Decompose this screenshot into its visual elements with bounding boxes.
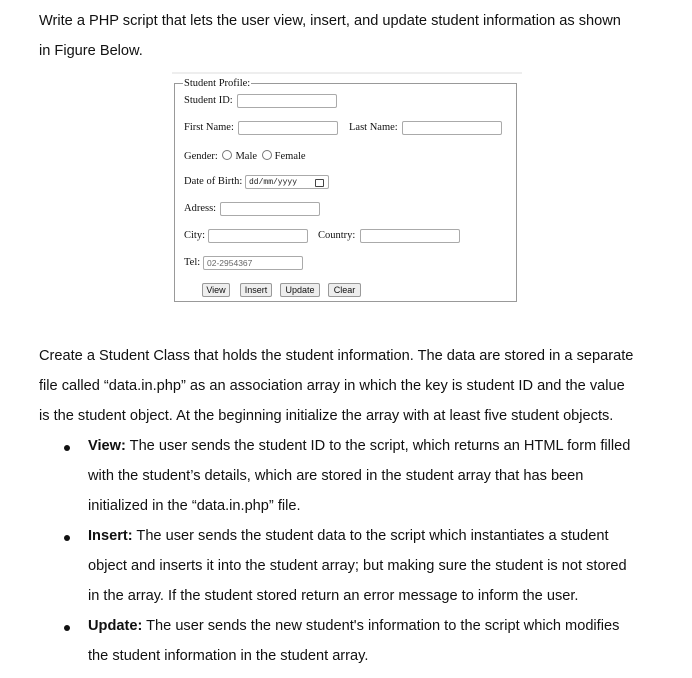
bullet-text: the student information in the student array. [88, 648, 369, 664]
tel-label: Tel: [184, 257, 201, 268]
tel-input[interactable] [203, 256, 303, 270]
bullet-text: The user sends the new student's information to the script which modifies [142, 618, 620, 634]
insert-button[interactable]: Insert [240, 283, 272, 297]
gender-label [184, 150, 306, 162]
bullet-icon [64, 625, 70, 631]
intro-line: Write a PHP script that lets the user view, insert, and update student information as shown [39, 13, 621, 29]
country-label: Country: [318, 230, 356, 241]
bullet-text: object and inserts it into the student array; but making sure the student is not stored [88, 558, 627, 574]
address-input[interactable] [220, 202, 320, 216]
city-label: City: [184, 230, 206, 241]
tel-placeholder: 02-2954367 [207, 258, 253, 268]
dob-input[interactable] [245, 175, 329, 189]
gender-label-text: Gender: [184, 151, 218, 162]
bullet-view-line [88, 438, 630, 454]
bullet-text: initialized in the “data.in.php” file. [88, 498, 301, 514]
intro-line: in Figure Below. [39, 43, 143, 59]
bullet-text: The user sends the student ID to the script, which returns an HTML form filled [125, 438, 631, 454]
bullet-term: Update: [88, 618, 143, 634]
address-label: Adress: [184, 203, 217, 214]
bullet-term: View: [88, 438, 126, 454]
gender-female-radio[interactable] [262, 150, 272, 160]
student-id-input[interactable] [237, 94, 337, 108]
calendar-icon[interactable] [315, 179, 324, 187]
first-name-input[interactable] [238, 121, 338, 135]
last-name-label: Last Name: [349, 122, 398, 133]
bullet-term: Insert: [88, 528, 133, 544]
paragraph-line: file called “data.in.php” as an association array in which the key is student ID and the value [39, 378, 625, 394]
form-figure [0, 0, 692, 320]
gender-male-radio[interactable] [222, 150, 232, 160]
update-button[interactable]: Update [280, 283, 320, 297]
view-button[interactable]: View [202, 283, 230, 297]
bullet-icon [64, 445, 70, 451]
bullet-update-line [88, 618, 619, 634]
divider [172, 72, 522, 74]
first-name-label: First Name: [184, 122, 234, 133]
clear-button[interactable]: Clear [328, 283, 361, 297]
city-input[interactable] [208, 229, 308, 243]
student-id-label: Student ID: [184, 95, 233, 106]
gender-male-label: Male [235, 151, 258, 162]
gender-female-label: Female [274, 151, 306, 162]
fieldset-legend: Student Profile: [184, 78, 251, 89]
paragraph-line: Create a Student Class that holds the student information. The data are stored in a separate [39, 348, 634, 364]
country-input[interactable] [360, 229, 460, 243]
last-name-input[interactable] [402, 121, 502, 135]
dob-placeholder: dd/mm/yyyy [249, 178, 298, 187]
bullet-text: The user sends the student data to the script which instantiates a student [132, 528, 609, 544]
bullet-text: in the array. If the student stored return an error message to inform the user. [88, 588, 579, 604]
bullet-text: with the student’s details, which are stored in the student array that has been [88, 468, 584, 484]
paragraph-line: is the student object. At the beginning initialize the array with at least five student objects. [39, 408, 614, 424]
bullet-icon [64, 535, 70, 541]
bullet-insert-line [88, 528, 609, 544]
dob-label: Date of Birth: [184, 176, 243, 187]
